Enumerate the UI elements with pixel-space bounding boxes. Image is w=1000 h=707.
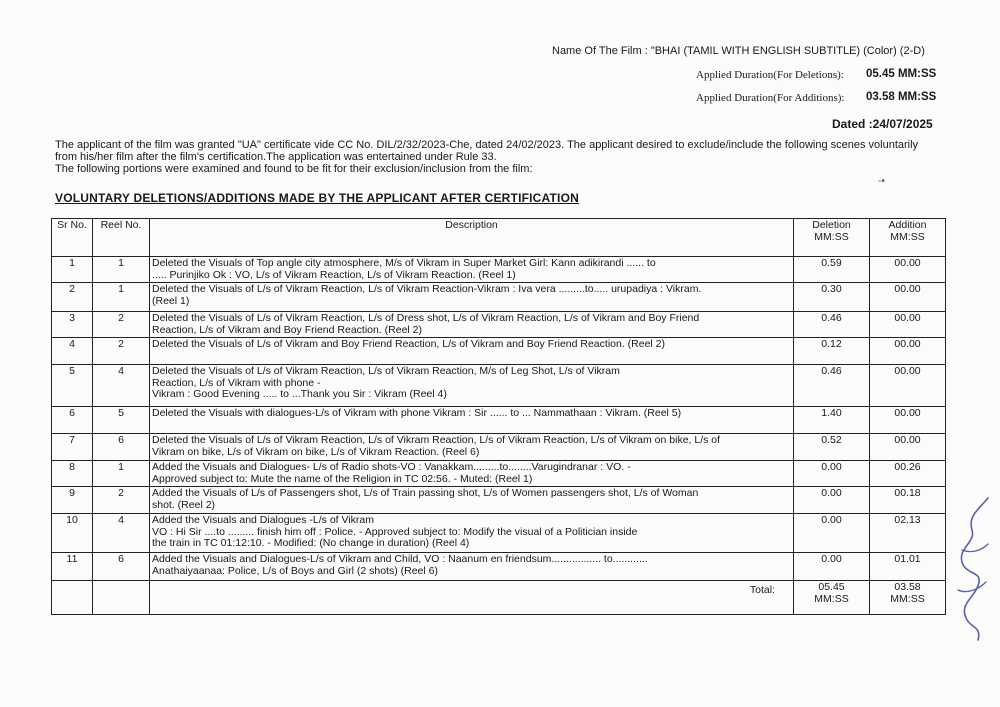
- row-deletion: 0.12: [794, 338, 870, 365]
- row-reel: 6: [93, 553, 150, 581]
- intro-line-3: The following portions were examined and found to be fit for their exclusion/inclusion from the film:: [55, 163, 533, 175]
- row-description: Deleted the Visuals of L/s of Vikram Reaction, L/s of Dress shot, L/s of Vikram Reaction, L/s of Vikram and Boy Friend Reaction, L/s of Vikram and Boy Friend Reaction. (Reel 2): [150, 312, 794, 338]
- row-deletion: 0.30: [794, 283, 870, 312]
- row-description: Deleted the Visuals of L/s of Vikram Reaction, L/s of Vikram Reaction, L/s of Vikram Reaction, L/s of Vikram on bike, L/s of Vikram on bike, L/s of Vikram on bike, L/s of Vikram Reaction. (Reel 6): [150, 434, 794, 461]
- additions-duration-value: 03.58 MM:SS: [866, 91, 937, 103]
- dated: Dated :24/07/2025: [832, 117, 933, 131]
- row-sr: 8: [52, 461, 93, 487]
- row-deletion: 0.59: [794, 257, 870, 283]
- row-reel: 1: [93, 461, 150, 487]
- table-row: [52, 514, 946, 553]
- row-addition: 00.00: [870, 312, 946, 338]
- row-sr: 3: [52, 312, 93, 338]
- table-total-row: [52, 581, 946, 615]
- row-reel: 1: [93, 257, 150, 283]
- table-row: [52, 257, 946, 283]
- intro-paragraph: [55, 139, 955, 175]
- row-sr: 11: [52, 553, 93, 581]
- row-description: Deleted the Visuals with dialogues-L/s of Vikram with phone Vikram : Sir ...... to ... Nammathaan : Vikram. (Reel 5): [150, 407, 794, 434]
- header-sr-no: Sr No.: [52, 219, 93, 257]
- total-empty-reel: [93, 581, 150, 615]
- row-description: Added the Visuals and Dialogues -L/s of Vikram VO : Hi Sir ....to ......... finish him off : Police. - Approved subject to: Modify the visual of a Politician inside the train in TC 01:12:10. - Modified: (No change in duration) (Reel 4): [150, 514, 794, 553]
- table-row: [52, 283, 946, 312]
- row-reel: 2: [93, 338, 150, 365]
- row-reel: 4: [93, 514, 150, 553]
- row-description: Deleted the Visuals of L/s of Vikram Reaction, L/s of Vikram Reaction, M/s of Leg Shot, L/s of Vikram Reaction, L/s of Vikram with phone - Vikram : Good Evening ..... to ...Thank you Sir : Vikram (Reel 4): [150, 365, 794, 407]
- header-deletion: [794, 219, 870, 257]
- table-row: [52, 365, 946, 407]
- table-row: [52, 407, 946, 434]
- row-deletion: 0.46: [794, 312, 870, 338]
- row-sr: 5: [52, 365, 93, 407]
- row-description: Deleted the Visuals of Top angle city atmosphere, M/s of Vikram in Super Market Girl: Kann adikirandi ...... to ..... Purinjiko Ok : VO, L/s of Vikram Reaction, L/s of Vikram Reaction. (Reel 1): [150, 257, 794, 283]
- row-addition: 00.00: [870, 365, 946, 407]
- total-label: Total:: [150, 581, 794, 615]
- total-deletion-value: 05.45: [818, 581, 845, 593]
- row-addition: 00.18: [870, 487, 946, 514]
- row-deletion: 0.46: [794, 365, 870, 407]
- deletions-duration-row: [696, 69, 956, 81]
- row-addition: 00.00: [870, 257, 946, 283]
- header-reel-no: Reel No.: [93, 219, 150, 257]
- header-deletion-l2: MM:SS: [814, 230, 849, 243]
- scan-mark: -•: [878, 176, 885, 187]
- row-sr: 10: [52, 514, 93, 553]
- row-addition: 01.01: [870, 553, 946, 581]
- additions-duration-label: Applied Duration(For Additions):: [696, 92, 845, 104]
- header-description: Description: [150, 219, 794, 257]
- total-empty-sr: [52, 581, 93, 615]
- table-row: [52, 487, 946, 514]
- row-deletion: 0.00: [794, 514, 870, 553]
- deletions-duration-label: Applied Duration(For Deletions):: [696, 69, 844, 81]
- handwritten-signature: [948, 490, 1000, 650]
- row-addition: 00.00: [870, 338, 946, 365]
- row-sr: 4: [52, 338, 93, 365]
- row-sr: 2: [52, 283, 93, 312]
- row-deletion: 0.00: [794, 553, 870, 581]
- row-description: Added the Visuals and Dialogues-L/s of Vikram and Child, VO : Naanum en friendsum................. to............ Anathaiyaanaa: Police, L/s of Boys and Girl (2 shots) (Reel 6): [150, 553, 794, 581]
- row-description: Added the Visuals and Dialogues- L/s of Radio shots-VO : Vanakkam.........to........Varugindranar : VO. - Approved subject to: Mute the name of the Religion in TC 02:56. - Muted: (Reel 1): [150, 461, 794, 487]
- table-row: [52, 553, 946, 581]
- row-reel: 5: [93, 407, 150, 434]
- row-deletion: 1.40: [794, 407, 870, 434]
- table-row: [52, 338, 946, 365]
- row-addition: 00.00: [870, 434, 946, 461]
- table-row: [52, 312, 946, 338]
- row-sr: 1: [52, 257, 93, 283]
- header-addition-l1: Addition: [888, 219, 927, 231]
- total-addition-unit: MM:SS: [890, 592, 925, 605]
- row-addition: 00.26: [870, 461, 946, 487]
- deletions-duration-value: 05.45 MM:SS: [866, 68, 937, 80]
- total-deletion: [794, 581, 870, 615]
- header-deletion-l1: Deletion: [812, 219, 851, 231]
- intro-line-1: The applicant of the film was granted "UA" certificate vide CC No. DIL/2/32/2023-Che, dated 24/02/2023. The applicant desired to exclude/include the following scenes voluntarily: [55, 139, 919, 151]
- table-row: [52, 461, 946, 487]
- row-reel: 6: [93, 434, 150, 461]
- row-sr: 9: [52, 487, 93, 514]
- total-addition: [870, 581, 946, 615]
- row-deletion: 0.00: [794, 461, 870, 487]
- row-addition: 00.00: [870, 283, 946, 312]
- film-name: Name Of The Film : "BHAI (TAMIL WITH ENGLISH SUBTITLE) (Color) (2-D): [552, 45, 925, 57]
- row-deletion: 0.52: [794, 434, 870, 461]
- additions-duration-row: [696, 92, 956, 104]
- row-reel: 1: [93, 283, 150, 312]
- row-deletion: 0.00: [794, 487, 870, 514]
- table-header-row: [52, 219, 946, 257]
- total-addition-value: 03.58: [894, 581, 921, 593]
- table-row: [52, 434, 946, 461]
- intro-line-2: from his/her film after the film's certification.The application was entertained under Rule 33.: [55, 151, 497, 163]
- row-reel: 2: [93, 487, 150, 514]
- header-addition-l2: MM:SS: [890, 230, 925, 243]
- section-heading: VOLUNTARY DELETIONS/ADDITIONS MADE BY THE APPLICANT AFTER CERTIFICATION: [55, 191, 579, 205]
- row-addition: 00.00: [870, 407, 946, 434]
- row-sr: 6: [52, 407, 93, 434]
- row-reel: 2: [93, 312, 150, 338]
- row-description: Deleted the Visuals of L/s of Vikram Reaction, L/s of Vikram Reaction-Vikram : Iva vera .........to..... urupadiya : Vikram. (Reel 1): [150, 283, 794, 312]
- deletions-additions-table: [51, 218, 946, 615]
- row-description: Added the Visuals of L/s of Passengers shot, L/s of Train passing shot, L/s of Women passengers shot, L/s of Woman shot. (Reel 2): [150, 487, 794, 514]
- header-addition: [870, 219, 946, 257]
- row-sr: 7: [52, 434, 93, 461]
- total-deletion-unit: MM:SS: [814, 592, 849, 605]
- row-addition: 02.13: [870, 514, 946, 553]
- row-description: Deleted the Visuals of L/s of Vikram and Boy Friend Reaction, L/s of Vikram and Boy Friend Reaction. (Reel 2): [150, 338, 794, 365]
- row-reel: 4: [93, 365, 150, 407]
